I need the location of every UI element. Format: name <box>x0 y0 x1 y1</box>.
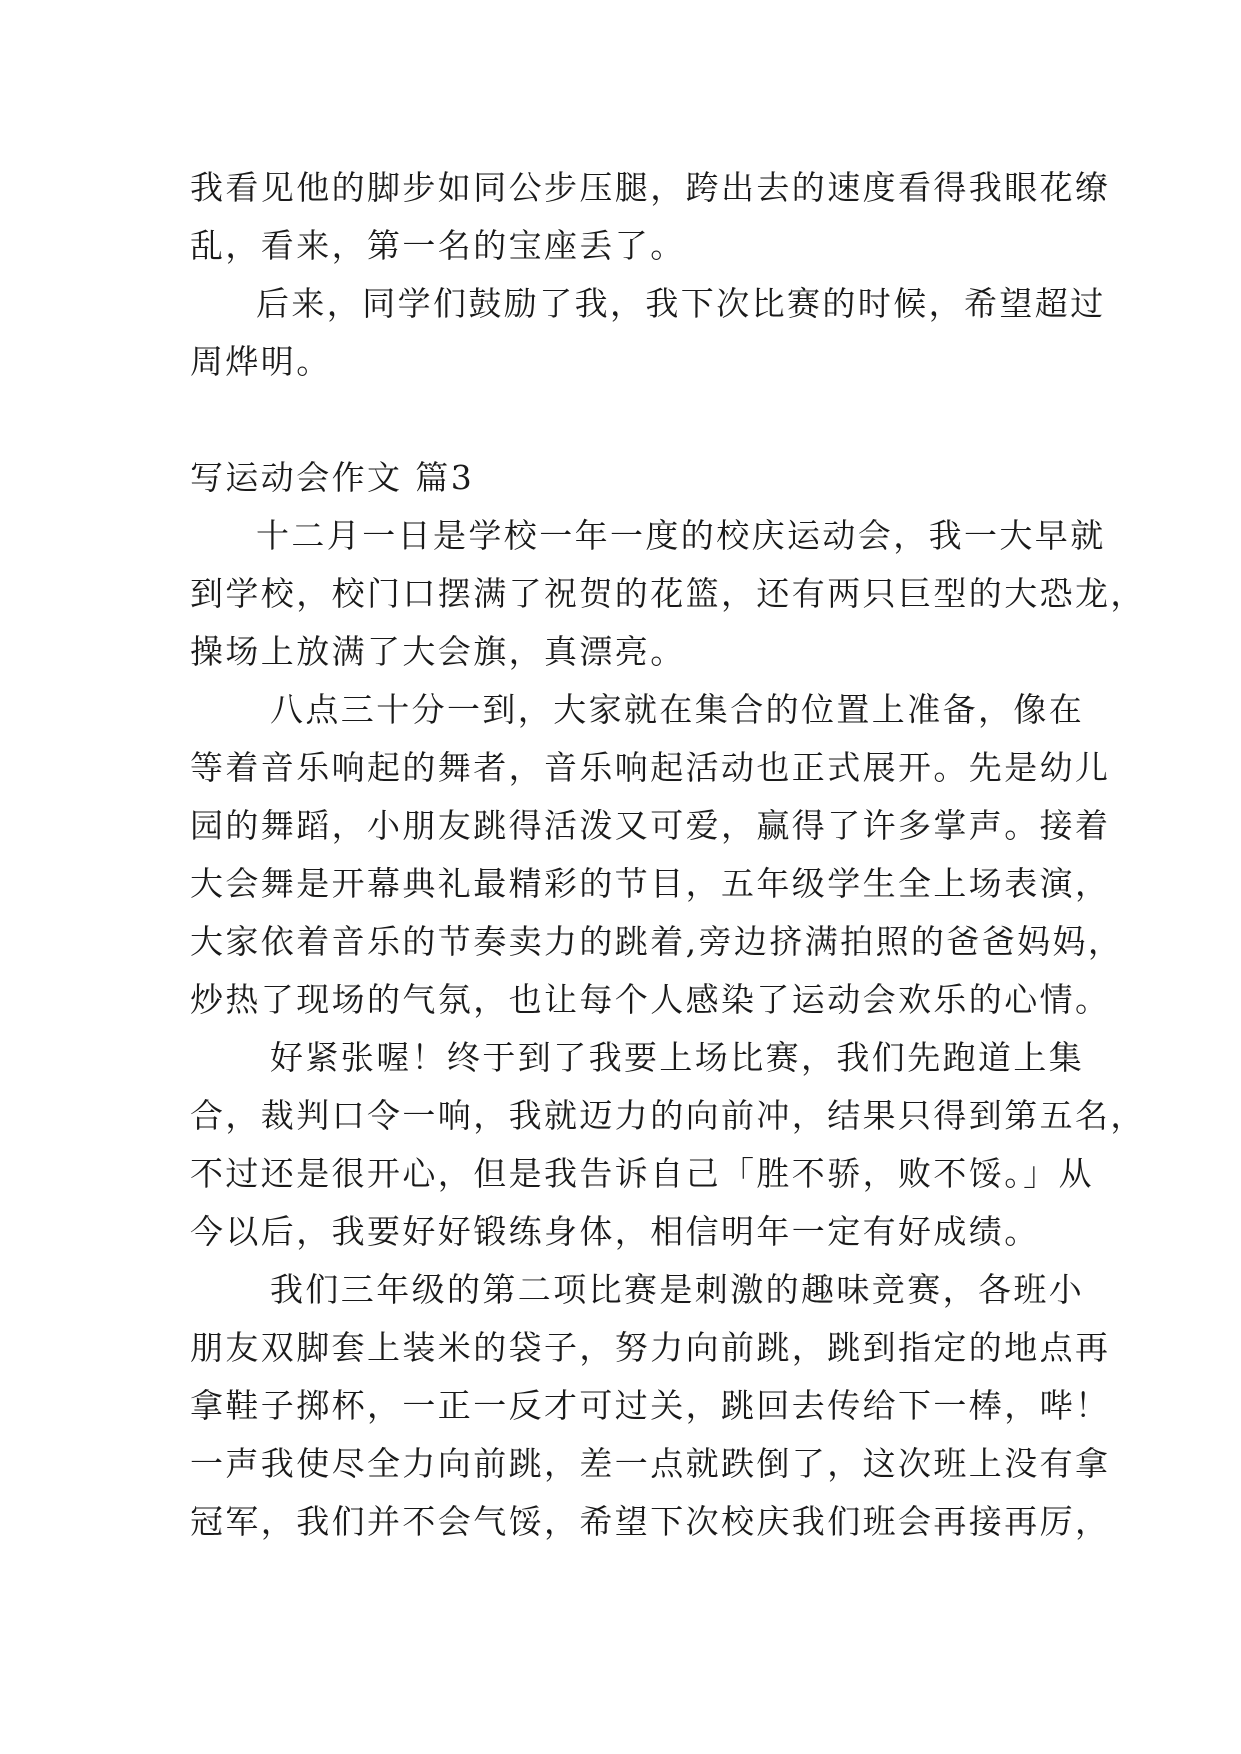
text-line-2: 乱，看来，第一名的宝座丢了。 <box>190 226 686 265</box>
text-line-3: 后来，同学们鼓励了我，我下次比赛的时候，希望超过 <box>256 284 1106 323</box>
text-line-16: 合，裁判口令一响，我就迈力的向前冲，结果只得到第五名， <box>190 1096 1146 1135</box>
text-line-6: 十二月一日是学校一年一度的校庆运动会，我一大早就 <box>256 516 1106 555</box>
text-line-22: 一声我使尽全力向前跳，差一点就跌倒了，这次班上没有拿 <box>190 1444 1111 1483</box>
text-line-13: 大家依着音乐的节奏卖力的跳着,旁边挤满拍照的爸爸妈妈， <box>190 922 1124 961</box>
text-line-7: 到学校，校门口摆满了祝贺的花篮，还有两只巨型的大恐龙， <box>190 574 1146 613</box>
text-line-9: 八点三十分一到，大家就在集合的位置上准备，像在 <box>270 690 1085 729</box>
text-line-17: 不过还是很开心，但是我告诉自己「胜不骄，败不馁。」从 <box>190 1154 1094 1193</box>
text-line-1: 我看见他的脚步如同公步压腿，跨出去的速度看得我眼花缭 <box>190 168 1111 207</box>
text-line-12: 大会舞是开幕典礼最精彩的节目，五年级学生全上场表演， <box>190 864 1111 903</box>
text-line-18: 今以后，我要好好锻练身体，相信明年一定有好成绩。 <box>190 1212 1040 1251</box>
text-line-4: 周烨明。 <box>190 342 332 381</box>
text-line-15: 好紧张喔！终于到了我要上场比赛，我们先跑道上集 <box>270 1038 1085 1077</box>
text-line-20: 朋友双脚套上装米的袋子，努力向前跳，跳到指定的地点再 <box>190 1328 1111 1367</box>
text-line-11: 园的舞蹈，小朋友跳得活泼又可爱，赢得了许多掌声。接着 <box>190 806 1111 845</box>
text-line-8: 操场上放满了大会旗，真漂亮。 <box>190 632 686 671</box>
text-line-19: 我们三年级的第二项比赛是刺激的趣味竞赛，各班小 <box>270 1270 1085 1309</box>
text-line-10: 等着音乐响起的舞者，音乐响起活动也正式展开。先是幼儿 <box>190 748 1111 787</box>
text-line-23: 冠军，我们并不会气馁，希望下次校庆我们班会再接再厉， <box>190 1502 1111 1541</box>
section-heading: 写运动会作文 篇3 <box>190 458 475 497</box>
text-line-21: 拿鞋子掷杯，一正一反才可过关，跳回去传给下一棒，哔！ <box>190 1386 1111 1425</box>
text-line-14: 炒热了现场的气氛，也让每个人感染了运动会欢乐的心情。 <box>190 980 1111 1019</box>
